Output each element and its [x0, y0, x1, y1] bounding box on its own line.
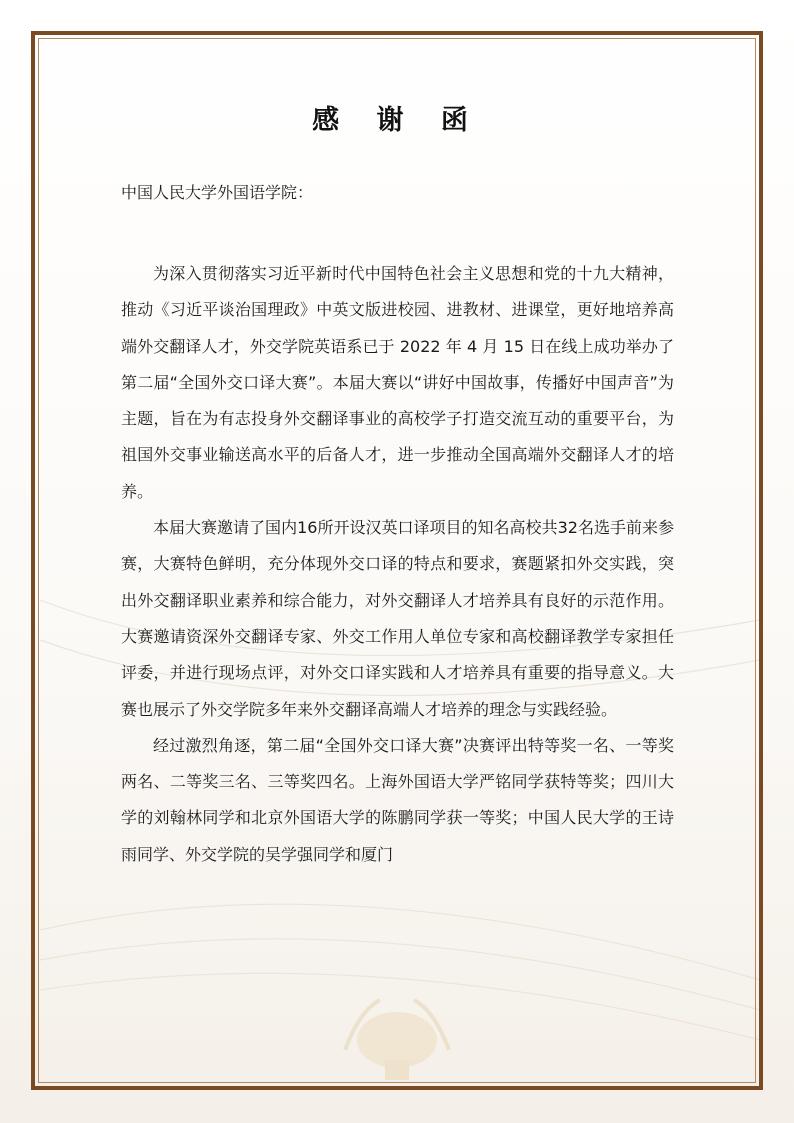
body-paragraph-1: 为深入贯彻落实习近平新时代中国特色社会主义思想和党的十九大精神，推动《习近平谈治国理政》中英文版进校园、进教材、进课堂，更好地培养高端外交翻译人才，外交学院英语系已于 2022 年 4 月 15 日在线上成功举办了第二届“全国外交口译大赛”。本届大赛以“讲好中国故事，传播好中国声音”为主题，旨在为有志投身外交翻译事业的高校学子打造交流互动的重要平台，为祖国外交事业输送高水平的后备人才，进一步推动全国高端外交翻译人才的培养。 [121, 264, 674, 501]
body-paragraph-2: 本届大赛邀请了国内16所开设汉英口译项目的知名高校共32名选手前来参赛，大赛特色鲜明，充分体现外交口译的特点和要求，赛题紧扣外交实践，突出外交翻译职业素养和综合能力，对外交翻译人才培养具有良好的示范作用。大赛邀请资深外交翻译专家、外交工作用人单位专家和高校翻译教学专家担任评委，并进行现场点评，对外交口译实践和人才培养具有重要的指导意义。大赛也展示了外交学院多年来外交翻译高端人才培养的理念与实践经验。 [121, 518, 674, 719]
letter-title: 感 谢 函 [312, 105, 482, 136]
body-paragraph-3: 经过激烈角逐，第二届“全国外交口译大赛”决赛评出特等奖一名、一等奖两名、二等奖三名、三等奖四名。上海外国语大学严铭同学获特等奖；四川大学的刘翰林同学和北京外国语大学的陈鹏同学获一等奖；中国人民大学的王诗雨同学、外交学院的吴学强同学和厦门 [121, 735, 674, 864]
letter-salutation: 中国人民大学外国语学院： [121, 183, 314, 202]
letter-body [121, 256, 674, 873]
